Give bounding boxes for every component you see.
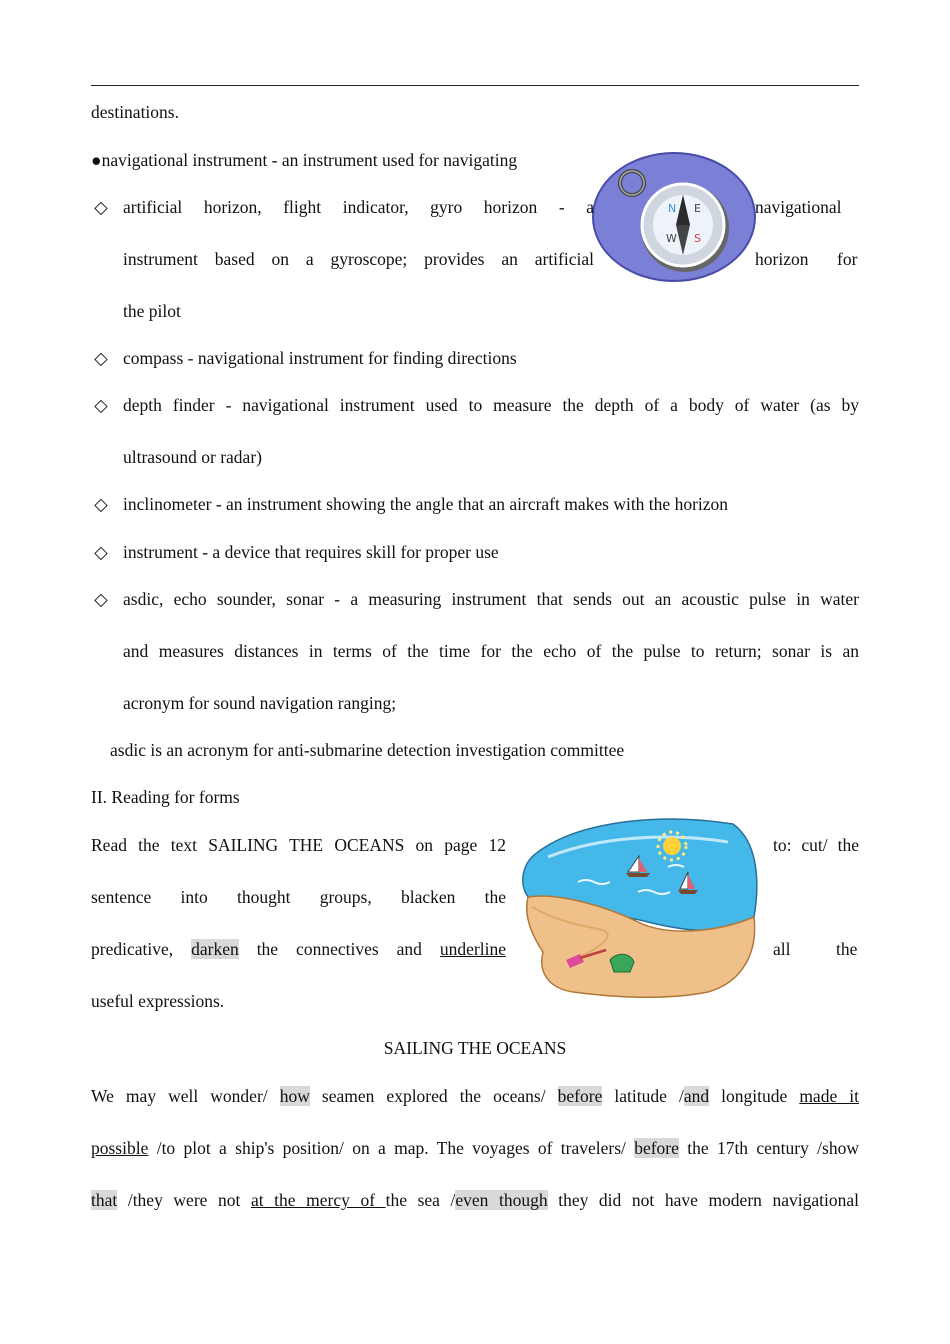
compass-n-letter: N [668, 202, 677, 215]
compass-image [590, 150, 758, 285]
instructions-l3: predicative, darken the connectives and underline [91, 939, 506, 959]
top-fragment: destinations. [91, 102, 179, 122]
entry-asdic-l2: and measures distances in terms of the time for the echo of the pulse to return; sonar is an [123, 641, 859, 661]
diamond-bullet-icon: ◇ [94, 589, 108, 609]
diamond-bullet-icon: ◇ [94, 348, 108, 368]
entry-artificial-horizon-l2-right-b: for [837, 249, 858, 269]
beach-image [518, 812, 764, 1000]
instructions-l2: sentence into thought groups, blacken the [91, 887, 506, 907]
black-dot-bullet-icon: ● [91, 150, 102, 170]
entry-inclinometer: inclinometer - an instrument showing the angle that an aircraft makes with the horizon [123, 494, 729, 514]
instructions-l1: Read the text SAILING THE OCEANS on page 12 [91, 835, 506, 855]
compass-w-letter: W [666, 232, 677, 245]
entry-asdic-l1: asdic, echo sounder, sonar - a measuring instrument that sends out an acoustic pulse in water [123, 589, 859, 609]
darken-example: darken [191, 939, 239, 959]
diamond-bullet-icon: ◇ [94, 542, 108, 562]
entry-depth-finder-l1: depth finder - navigational instrument used to measure the depth of a body of water (as by [123, 395, 859, 415]
passage-line-3: that /they were not at the mercy of the sea /even though they did not have modern navigational [91, 1190, 859, 1210]
entry-instrument: instrument - a device that requires skill for proper use [123, 542, 499, 562]
passage-line-1: We may well wonder/ how seamen explored the oceans/ before latitude /and longitude made it [91, 1086, 859, 1106]
entry-artificial-horizon-l3: the pilot [123, 301, 181, 321]
header-rule [91, 85, 859, 86]
instructions-l4: useful expressions. [91, 991, 225, 1011]
diamond-bullet-icon: ◇ [94, 197, 108, 217]
instructions-l1-right: to: cut/ the [773, 835, 859, 855]
entry-artificial-horizon-l1-right: navigational [755, 197, 842, 217]
underline-example: underline [439, 939, 506, 959]
entry-compass: compass - navigational instrument for finding directions [123, 348, 517, 368]
heading-item-text: navigational instrument - an instrument used for navigating [101, 150, 518, 170]
instructions-l3-right-a: all [773, 939, 791, 959]
compass-s-letter: S [694, 232, 701, 245]
entry-artificial-horizon-l1: artificial horizon, flight indicator, gyro horizon - a [123, 197, 594, 217]
passage-line-2: possible /to plot a ship's position/ on a map. The voyages of travelers/ before the 17th century /show [91, 1138, 859, 1158]
entry-depth-finder-l2: ultrasound or radar) [123, 447, 262, 467]
reading-title: SAILING THE OCEANS [383, 1038, 567, 1058]
entry-artificial-horizon-l2-right-a: horizon [755, 249, 809, 269]
diamond-bullet-icon: ◇ [94, 395, 108, 415]
instructions-l3-right-b: the [836, 939, 858, 959]
section-title: II. Reading for forms [91, 787, 240, 807]
entry-asdic-l3: acronym for sound navigation ranging; [123, 693, 397, 713]
diamond-bullet-icon: ◇ [94, 494, 108, 514]
entry-artificial-horizon-l2: instrument based on a gyroscope; provides an artificial [123, 249, 594, 269]
entry-asdic-note: asdic is an acronym for anti-submarine detection investigation committee [110, 740, 625, 760]
compass-e-letter: E [694, 202, 701, 215]
